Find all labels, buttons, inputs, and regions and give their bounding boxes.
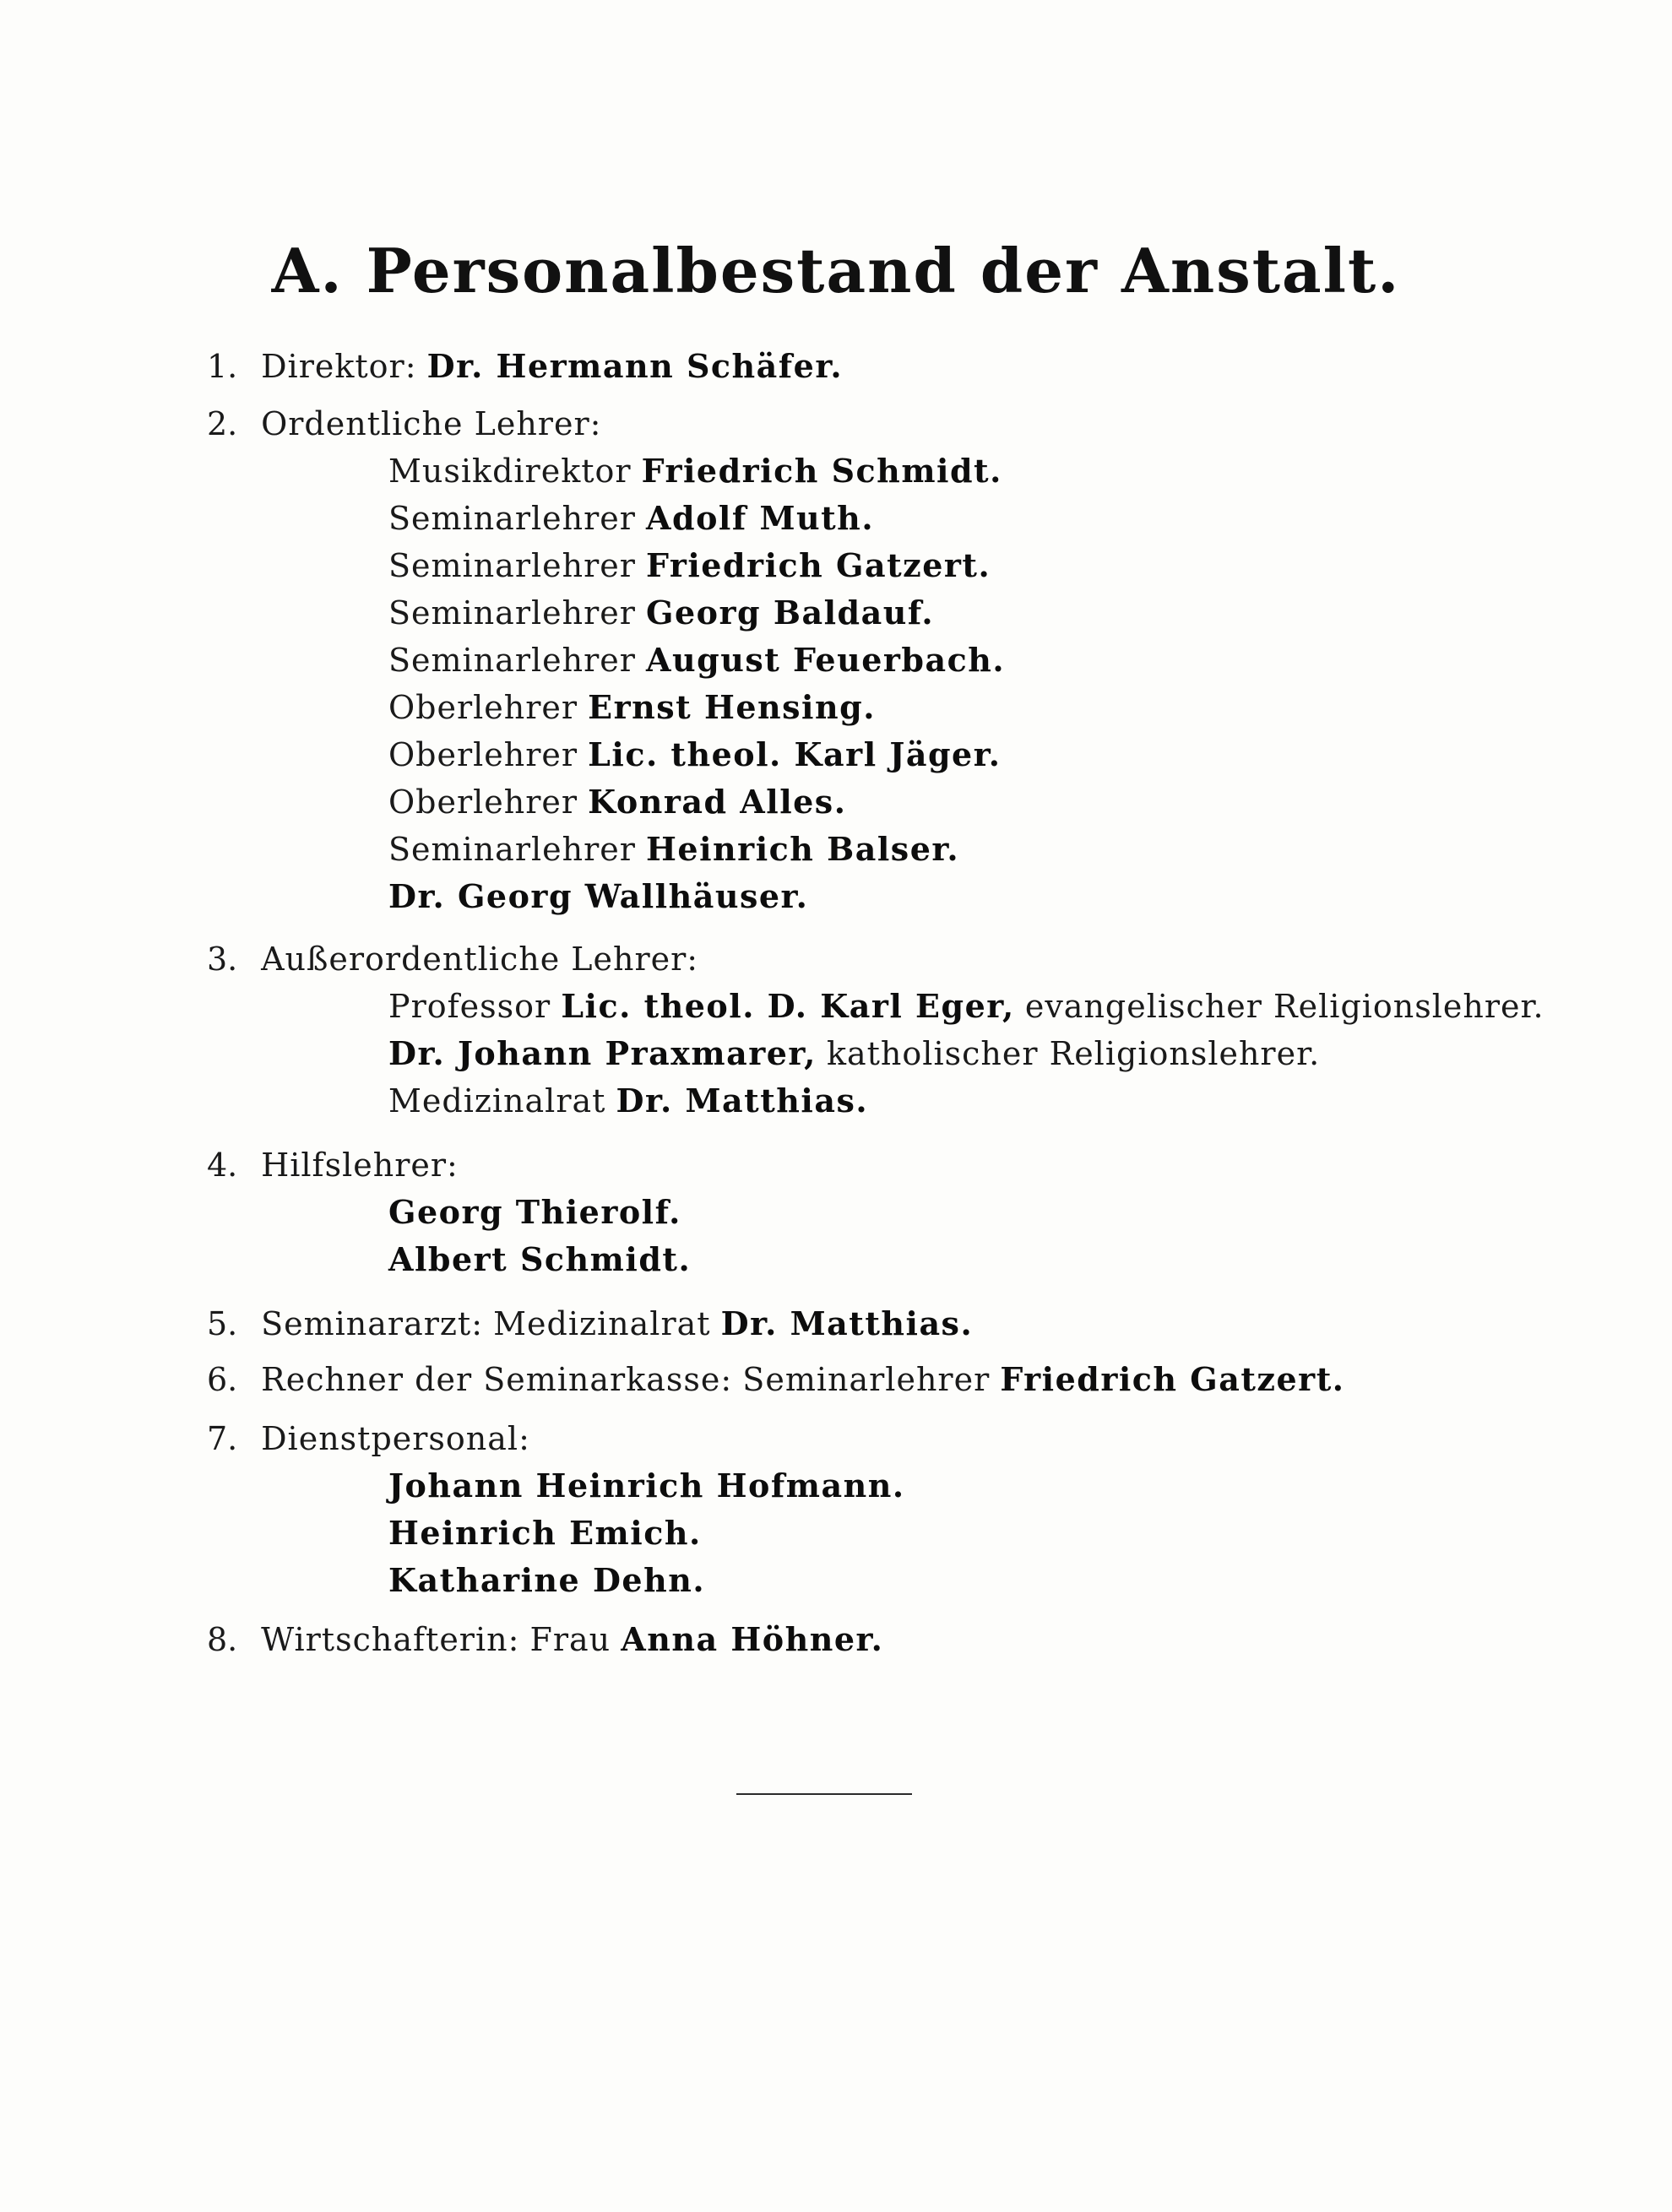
teacher-title: Oberlehrer (388, 736, 578, 773)
teacher-entry (388, 687, 876, 728)
item-number: 7. (207, 1420, 238, 1457)
teacher-entry (388, 545, 991, 586)
teacher-role: katholischer Religionslehrer. (826, 1035, 1321, 1072)
teacher-entry (388, 451, 1002, 491)
teacher-title: Musikdirektor (388, 453, 632, 490)
item-rechner (207, 1359, 1344, 1400)
person-name: Adolf Muth. (646, 499, 875, 537)
item-wirtschafterin (207, 1619, 883, 1660)
person-name: Katharine Dehn. (388, 1561, 706, 1599)
person-title: Frau (529, 1621, 611, 1658)
person-name: Ernst Hensing. (588, 688, 876, 726)
person-name: Georg Thierolf. (388, 1193, 681, 1231)
person-name: Dr. Georg Wallhäuser. (388, 877, 809, 915)
item-label: Seminararzt: (261, 1305, 484, 1342)
staff-entry (388, 1560, 705, 1601)
teacher-title: Oberlehrer (388, 783, 578, 821)
teacher-entry (388, 829, 959, 870)
item-label: Hilfslehrer: (261, 1147, 459, 1184)
teacher-entry (388, 498, 874, 539)
item-number: 3. (207, 941, 238, 978)
teacher-title: Oberlehrer (388, 689, 578, 726)
item-director (207, 346, 843, 387)
item-number: 1. (207, 348, 238, 385)
person-name: Dr. Hermann Schäfer. (426, 347, 844, 385)
teacher-title: Seminarlehrer (388, 831, 636, 868)
teacher-title: Professor (388, 988, 551, 1025)
teacher-entry (388, 1239, 691, 1280)
page-title: A. Personalbestand der Anstalt. (271, 235, 1401, 306)
person-name: Albert Schmidt. (388, 1240, 692, 1278)
person-title: Seminarlehrer (742, 1361, 991, 1398)
item-label: Außerordentliche Lehrer: (261, 941, 699, 978)
teacher-title: Seminarlehrer (388, 500, 636, 537)
teacher-title: Seminarlehrer (388, 642, 636, 679)
person-name: Lic. theol. D. Karl Eger, (561, 987, 1015, 1025)
section-heading-dienstpersonal (207, 1418, 530, 1459)
teacher-entry (388, 640, 1005, 680)
teacher-entry (388, 986, 1544, 1027)
person-name: August Feuerbach. (646, 641, 1006, 679)
item-number: 8. (207, 1621, 238, 1658)
person-name: Friedrich Schmidt. (641, 452, 1002, 490)
teacher-role: evangelischer Religionslehrer. (1024, 988, 1544, 1025)
closing-rule (736, 1793, 912, 1795)
teacher-entry (388, 1033, 1320, 1074)
person-name: Lic. theol. Karl Jäger. (588, 735, 1002, 773)
section-heading-ausserordentliche-lehrer (207, 939, 698, 979)
person-name: Heinrich Emich. (388, 1514, 702, 1552)
item-label: Ordentliche Lehrer: (261, 405, 602, 442)
person-name: Georg Baldauf. (646, 594, 935, 632)
item-number: 4. (207, 1147, 238, 1184)
person-name: Anna Höhner. (621, 1620, 884, 1658)
teacher-entry (388, 1192, 681, 1233)
teacher-title: Seminarlehrer (388, 547, 636, 584)
teacher-entry (388, 1081, 868, 1121)
teacher-entry (388, 593, 934, 633)
item-label: Rechner der Seminarkasse: (261, 1361, 733, 1398)
staff-entry (388, 1466, 905, 1506)
teacher-title: Medizinalrat (388, 1082, 606, 1120)
person-name: Friedrich Gatzert. (646, 546, 991, 584)
person-name: Dr. Johann Praxmarer, (388, 1034, 817, 1072)
person-title: Medizinalrat (493, 1305, 711, 1342)
staff-entry (388, 1513, 702, 1553)
item-label: Direktor: (261, 348, 417, 385)
person-name: Johann Heinrich Hofmann. (388, 1467, 905, 1504)
person-name: Dr. Matthias. (616, 1082, 869, 1120)
teacher-entry (388, 735, 1001, 775)
section-heading-hilfslehrer (207, 1145, 459, 1185)
section-heading-ordentliche-lehrer (207, 404, 601, 444)
person-name: Dr. Matthias. (720, 1304, 974, 1342)
item-number: 5. (207, 1305, 238, 1342)
teacher-title: Seminarlehrer (388, 594, 636, 632)
teacher-entry (388, 876, 808, 917)
item-seminararzt (207, 1304, 973, 1344)
item-label: Dienstpersonal: (261, 1420, 530, 1457)
person-name: Friedrich Gatzert. (1000, 1360, 1345, 1398)
item-number: 2. (207, 405, 238, 442)
person-name: Konrad Alles. (588, 783, 847, 821)
item-label: Wirtschafterin: (261, 1621, 520, 1658)
item-number: 6. (207, 1361, 238, 1398)
person-name: Heinrich Balser. (646, 830, 960, 868)
teacher-entry (388, 782, 846, 822)
